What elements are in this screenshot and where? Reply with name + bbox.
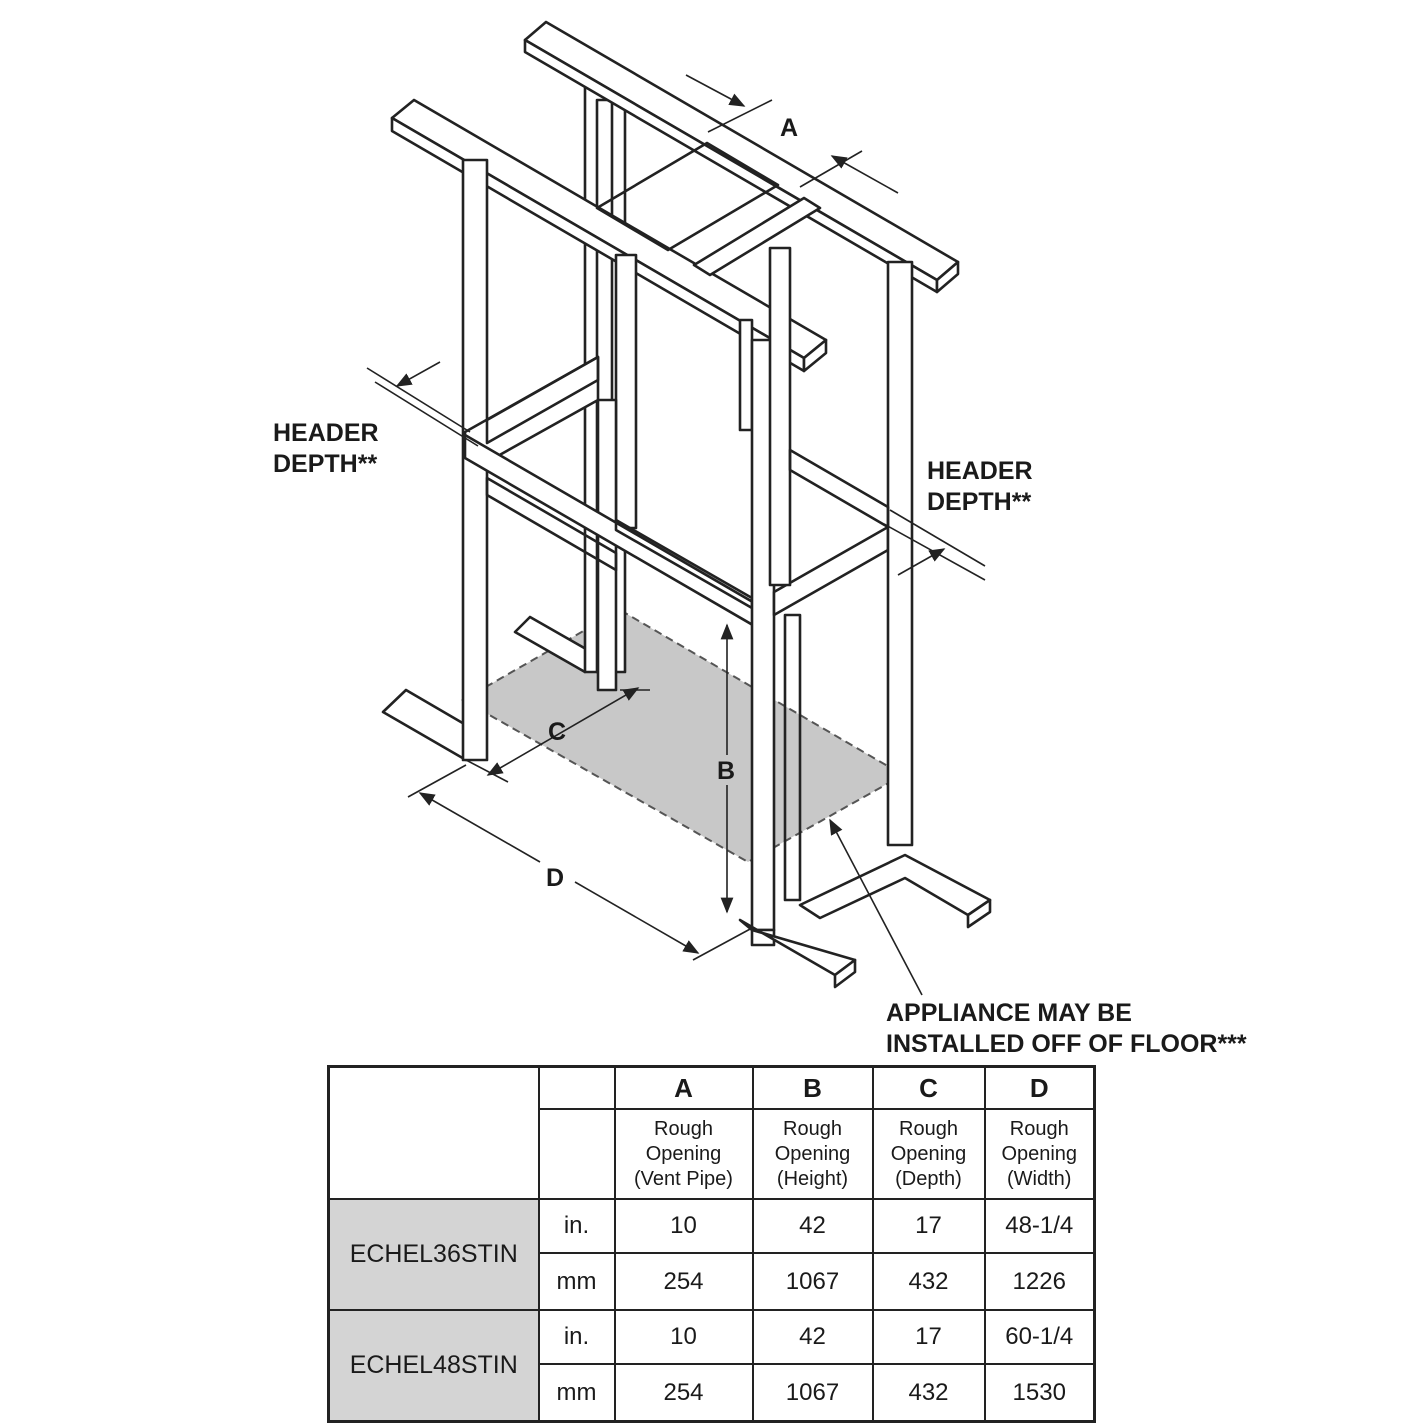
value-cell: 254 [615, 1253, 753, 1310]
table-blank-cell [539, 1067, 615, 1110]
value-cell: 17 [873, 1199, 985, 1253]
model-name-cell: ECHEL48STIN [329, 1310, 539, 1422]
unit-cell: mm [539, 1253, 615, 1310]
value-cell: 10 [615, 1199, 753, 1253]
value-cell: 60-1/4 [985, 1310, 1095, 1364]
column-header-d: D [985, 1067, 1095, 1110]
column-desc-d: Rough Opening (Width) [985, 1109, 1095, 1199]
value-cell: 254 [615, 1364, 753, 1422]
value-cell: 42 [753, 1310, 873, 1364]
appliance-footprint [463, 610, 903, 862]
value-cell: 10 [615, 1310, 753, 1364]
value-cell: 432 [873, 1364, 985, 1422]
label-header-depth-right: HEADER DEPTH** [927, 457, 1033, 516]
value-cell: 48-1/4 [985, 1199, 1095, 1253]
column-desc-c: Rough Opening (Depth) [873, 1109, 985, 1199]
label-appliance-note: APPLIANCE MAY BE INSTALLED OFF OF FLOOR*** [886, 999, 1247, 1058]
unit-cell: mm [539, 1364, 615, 1422]
model-name-cell: ECHEL36STIN [329, 1199, 539, 1310]
label-header-depth-left: HEADER DEPTH** [273, 419, 379, 478]
table-corner-cell [329, 1067, 539, 1200]
value-cell: 42 [753, 1199, 873, 1253]
column-header-c: C [873, 1067, 985, 1110]
label-d: D [546, 864, 565, 892]
value-cell: 1530 [985, 1364, 1095, 1422]
value-cell: 1226 [985, 1253, 1095, 1310]
label-b: B [717, 757, 736, 785]
table-header-row [329, 1067, 1095, 1110]
value-cell: 1067 [753, 1364, 873, 1422]
value-cell: 17 [873, 1310, 985, 1364]
column-desc-a: Rough Opening (Vent Pipe) [615, 1109, 753, 1199]
value-cell: 432 [873, 1253, 985, 1310]
unit-cell: in. [539, 1310, 615, 1364]
wood-frame [383, 22, 990, 987]
table-blank-cell [539, 1109, 615, 1199]
table-row [329, 1199, 1095, 1253]
value-cell: 1067 [753, 1253, 873, 1310]
rough-opening-table [327, 1065, 1096, 1423]
label-c: C [548, 718, 567, 746]
column-desc-b: Rough Opening (Height) [753, 1109, 873, 1199]
table-row [329, 1310, 1095, 1364]
label-a: A [780, 114, 799, 142]
unit-cell: in. [539, 1199, 615, 1253]
column-header-a: A [615, 1067, 753, 1110]
column-header-b: B [753, 1067, 873, 1110]
